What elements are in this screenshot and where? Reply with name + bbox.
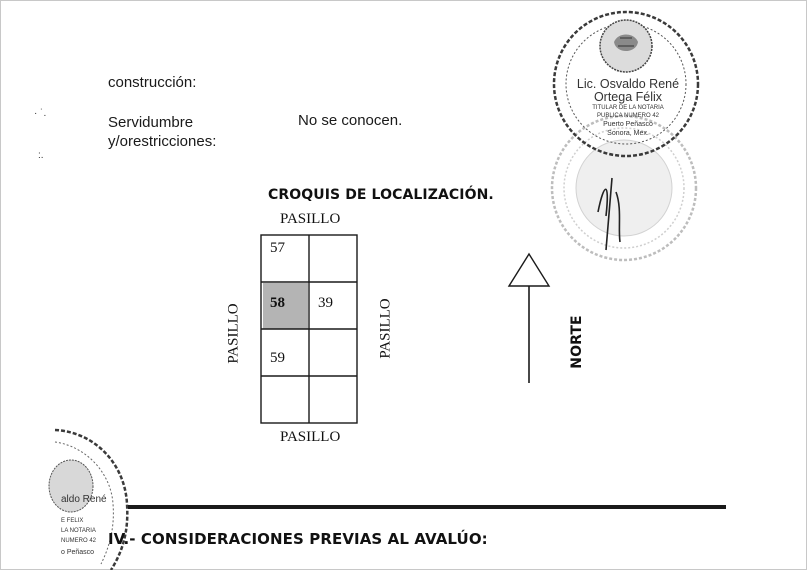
scan-speck: :. <box>38 150 44 161</box>
svg-text:LA NOTARIA: LA NOTARIA <box>61 528 96 534</box>
svg-text:aldo René: aldo René <box>61 494 107 505</box>
scan-speck: · ˙. <box>34 108 47 119</box>
section-divider <box>128 505 726 509</box>
corridor-bottom-label: PASILLO <box>280 429 341 445</box>
easement-label <box>108 113 216 151</box>
sketch-title: CROQUIS DE LOCALIZACIÓN. <box>268 187 494 203</box>
svg-text:NUMERO 42: NUMERO 42 <box>61 538 97 544</box>
north-arrow-icon <box>507 252 551 384</box>
seal-line-3: TITULAR DE LA NOTARIA <box>592 105 664 111</box>
lot-59-label: 59 <box>270 350 285 366</box>
svg-text:o Peñasco: o Peñasco <box>61 549 95 556</box>
seal-line-5: Puerto Peñasco <box>603 121 653 128</box>
seal-line-6: Sonora, Mex. <box>607 130 649 137</box>
section-title: IV.- CONSIDERACIONES PREVIAS AL AVALÚO: <box>108 530 488 548</box>
corridor-left-label: PASILLO <box>225 303 242 364</box>
lot-39-label: 39 <box>318 295 333 311</box>
svg-text:E FELIX: E FELIX <box>61 518 84 524</box>
easement-label-line-2: y/orestricciones: <box>108 133 217 150</box>
lot-grid <box>260 234 358 424</box>
easement-value: No se conocen. <box>298 112 403 129</box>
north-label: NORTE <box>569 315 585 369</box>
corridor-top-label: PASILLO <box>280 211 341 227</box>
seal-line-4: PUBLICA NUMERO 42 <box>596 113 660 119</box>
partial-seal-icon <box>55 424 131 570</box>
seal-text <box>566 78 690 138</box>
easement-label-line-1: Servidumbre <box>108 114 194 131</box>
seal-line-2: Ortega Félix <box>593 90 663 104</box>
seal-line-1: Lic. Osvaldo René <box>576 77 680 91</box>
lot-58-label: 58 <box>270 295 285 311</box>
construction-label: construcción: <box>108 74 197 91</box>
lot-57-label: 57 <box>270 240 285 256</box>
corridor-right-label: PASILLO <box>377 298 394 359</box>
